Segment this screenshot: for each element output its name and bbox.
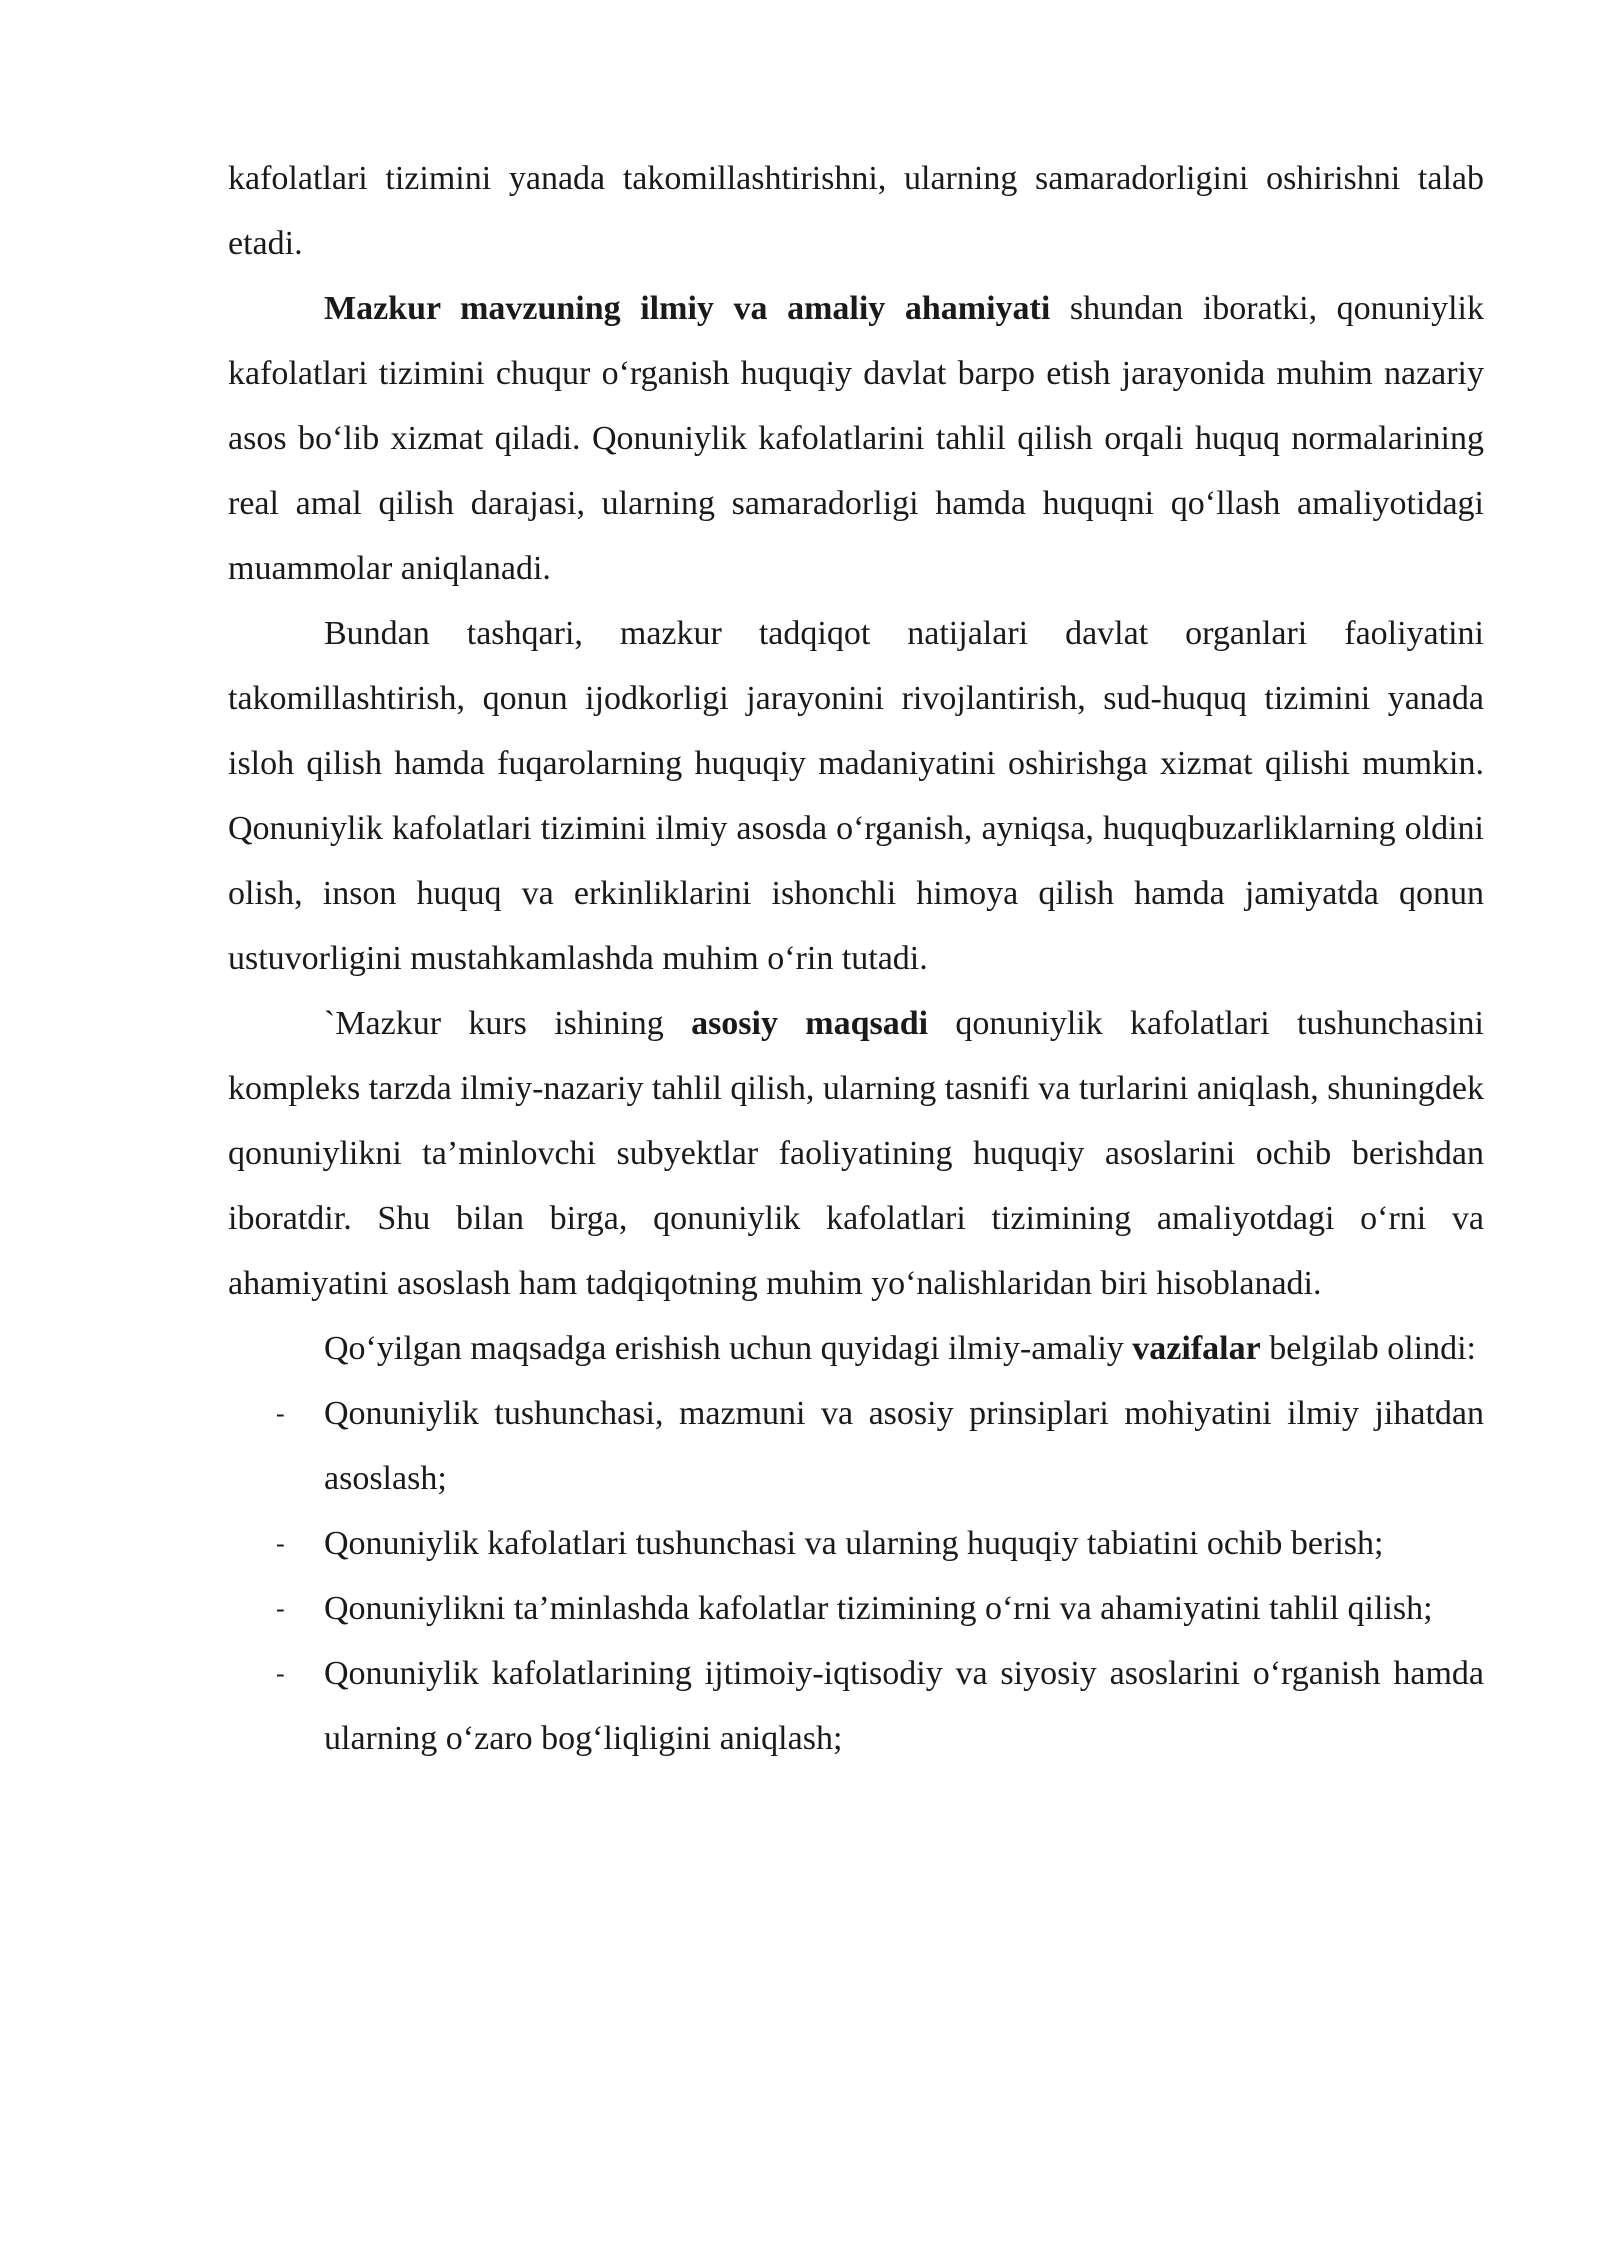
tasks-intro-before: Qo‘yilgan maqsadga erishish uchun quyidagi ilmiy-amaliy	[324, 1330, 1133, 1367]
list-item-text: Qonuniylikni ta’minlashda kafolatlar tizimining o‘rni va ahamiyatini tahlil qilish;	[324, 1590, 1433, 1627]
paragraph-intro-continuation: kafolatlari tizimini yanada takomillashtirishni, ularning samaradorligini oshirishni talab etadi.	[228, 160, 1484, 262]
task-list	[228, 1381, 1484, 1771]
paragraph-tasks-intro	[228, 1316, 1484, 1381]
document-body	[228, 146, 1484, 1771]
list-dash-marker: -	[276, 1399, 285, 1428]
list-item	[228, 1576, 1484, 1641]
goal-text-after: qonuniylik kafolatlari tushunchasini kompleks tarzda ilmiy-nazariy tahlil qilish, ularning tasnifi va turlarini aniqlash, shuningdek qonuniylikni ta’minlovchi subyektlar faoliyatining huquqiy asoslarini ochib berishdan iboratdir. Shu bilan birga, qonuniylik kafolatlari tizimining amaliyotdagi o‘rni va ahamiyatini asoslash ham tadqiqotning muhim yo‘nalishlaridan biri hisoblanadi.	[228, 1005, 1484, 1302]
paragraph-goal	[228, 991, 1484, 1316]
list-item	[228, 1511, 1484, 1576]
list-dash-marker: -	[276, 1529, 285, 1558]
tasks-heading: vazifalar	[1132, 1330, 1261, 1367]
list-item-text: Qonuniylik kafolatlari tushunchasi va ularning huquqiy tabiatini ochib berish;	[324, 1525, 1384, 1562]
list-item-text: Qonuniylik tushunchasi, mazmuni va asosiy prinsiplari mohiyatini ilmiy jihatdan asoslash;	[324, 1395, 1484, 1497]
goal-heading: asosiy maqsadi	[691, 1005, 929, 1042]
significance-heading: Mazkur mavzuning ilmiy va amaliy ahamiyati	[324, 290, 1051, 327]
paragraph-significance	[228, 276, 1484, 601]
list-dash-marker: -	[276, 1594, 285, 1623]
significance-text: shundan iboratki, qonuniylik kafolatlari tizimini chuqur o‘rganish huquqiy davlat barpo etish jarayonida muhim nazariy asos bo‘lib xizmat qiladi. Qonuniylik kafolatlarini tahlil qilish orqali huquq normalarining real amal qilish darajasi, ularning samaradorligi hamda huquqni qo‘llash amaliyotidagi muammolar aniqlanadi.	[228, 290, 1484, 587]
list-dash-marker: -	[276, 1659, 285, 1688]
goal-text-before: `Mazkur kurs ishining	[324, 1005, 692, 1042]
list-item	[228, 1381, 1484, 1511]
list-item	[228, 1641, 1484, 1771]
tasks-intro-after: belgilab olindi:	[1260, 1330, 1476, 1367]
paragraph-besides: Bundan tashqari, mazkur tadqiqot natijalari davlat organlari faoliyatini takomillashtirish, qonun ijodkorligi jarayonini rivojlantirish, sud-huquq tizimini yanada isloh qilish hamda fuqarolarning huquqiy madaniyatini oshirishga xizmat qilishi mumkin. Qonuniylik kafolatlari tizimini ilmiy asosda o‘rganish, ayniqsa, huquqbuzarliklarning oldini olish, inson huquq va erkinliklarini ishonchli himoya qilish hamda jamiyatda qonun ustuvorligini mustahkamlashda muhim o‘rin tutadi.	[228, 615, 1484, 977]
list-item-text: Qonuniylik kafolatlarining ijtimoiy-iqtisodiy va siyosiy asoslarini o‘rganish hamda ularning o‘zaro bog‘liqligini aniqlash;	[324, 1655, 1484, 1757]
